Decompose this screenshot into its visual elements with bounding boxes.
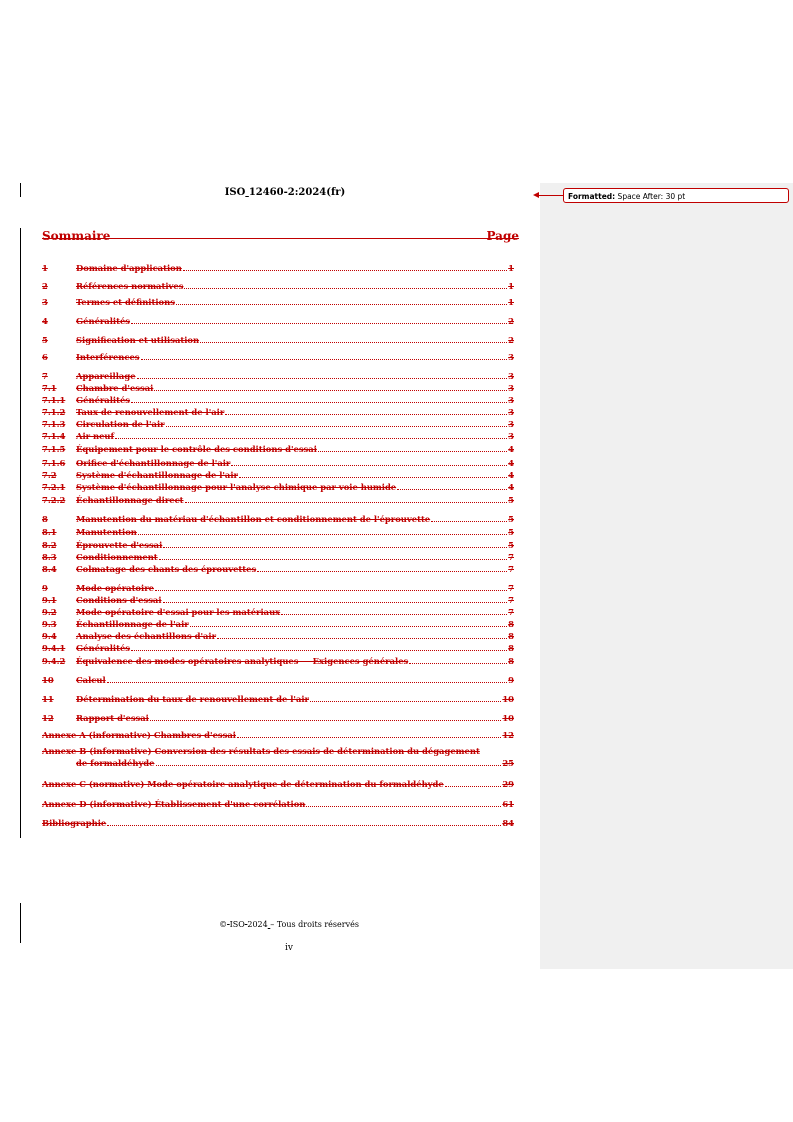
toc-entry[interactable]	[42, 563, 514, 575]
toc-entry[interactable]	[42, 582, 514, 594]
toc-entry-number: 9.3	[42, 619, 57, 629]
toc-entry[interactable]	[42, 693, 514, 705]
toc-entry[interactable]	[42, 494, 514, 506]
toc-entry-page: 7	[508, 583, 514, 593]
toc-entry-page: 2	[508, 316, 514, 326]
toc-dot-leader	[137, 378, 508, 379]
toc-dot-leader	[107, 682, 508, 683]
toc-dot-leader	[176, 304, 507, 305]
toc-entry[interactable]	[42, 262, 514, 274]
toc-entry-title: Annexe A (informative) Chambres d'essai	[42, 730, 236, 740]
toc-entry-page: 7	[508, 595, 514, 605]
toc-entry[interactable]	[42, 551, 514, 563]
toc-entry-page: 8	[508, 619, 514, 629]
toc-entry[interactable]	[42, 539, 514, 551]
toc-entry-page: 12	[502, 730, 514, 740]
toc-entry[interactable]	[42, 430, 514, 442]
toc-entry-title: Éprouvette d'essai	[76, 540, 163, 550]
toc-entry-title: Domaine d'application	[76, 263, 182, 273]
toc-entry-title: Analyse des échantillons d'air	[76, 631, 217, 641]
toc-entry-page: 29	[502, 779, 514, 789]
toc-entry-page: 4	[508, 482, 514, 492]
toc-dot-leader	[239, 477, 507, 478]
toc-entry[interactable]	[42, 406, 514, 418]
toc-entry-number: 5	[42, 335, 48, 345]
toc-entry-page: 3	[508, 371, 514, 381]
toc-entry-number: 9	[42, 583, 48, 593]
toc-entry[interactable]	[42, 642, 514, 654]
toc-entry-title: Conditionnement	[76, 552, 158, 562]
toc-entry-title: Système d'échantillonnage pour l'analyse chimique par voie humide	[76, 482, 397, 492]
toc-entry-page: 8	[508, 631, 514, 641]
toc-entry-title: Équipement pour le contrôle des conditions d'essai	[76, 444, 317, 454]
toc-dot-leader	[115, 438, 507, 439]
toc-entry-number: 12	[42, 713, 54, 723]
toc-title: Sommaire	[42, 229, 111, 243]
page-header-title: ISO 12460-2:2024(fr)	[224, 187, 346, 198]
toc-entry-title: Échantillonnage de l'air	[76, 619, 189, 629]
toc-entry-number: 9.2	[42, 607, 57, 617]
toc-dot-leader	[131, 650, 507, 651]
toc-entry-number: 6	[42, 352, 48, 362]
toc-entry-title: Circulation de l'air	[76, 419, 165, 429]
toc-entry[interactable]	[42, 630, 514, 642]
toc-entry-page: 8	[508, 643, 514, 653]
comment-text: Space After: 30 pt	[615, 192, 686, 201]
toc-entry-page: 3	[508, 352, 514, 362]
toc-entry-title: Bibliographie	[42, 818, 107, 828]
toc-entry-page: 4	[508, 470, 514, 480]
toc-entry-page: 5	[508, 540, 514, 550]
toc-entry-page: 25	[502, 758, 514, 768]
toc-dot-leader	[281, 614, 507, 615]
toc-entry-title: Généralités	[76, 395, 131, 405]
toc-entry-number: 9.1	[42, 595, 57, 605]
toc-entry-page: 3	[508, 395, 514, 405]
toc-dot-leader	[156, 765, 502, 766]
toc-entry-title: Termes et définitions	[76, 297, 175, 307]
toc-entry[interactable]	[42, 334, 514, 346]
toc-entry-page: 3	[508, 431, 514, 441]
toc-entry-number: 9.4	[42, 631, 57, 641]
toc-annex-entry[interactable]	[42, 798, 514, 810]
toc-entry-number: 8.4	[42, 564, 57, 574]
toc-entry-number: 8	[42, 514, 48, 524]
toc-dot-leader	[190, 626, 508, 627]
toc-entry[interactable]	[42, 280, 514, 292]
toc-entry-page: 7	[508, 552, 514, 562]
toc-entry-page: 4	[508, 444, 514, 454]
toc-dot-leader	[397, 489, 507, 490]
toc-entry[interactable]	[42, 674, 514, 686]
toc-entry[interactable]	[42, 382, 514, 394]
toc-dot-leader	[141, 359, 508, 360]
toc-entry-title: Signification et utilisation	[76, 335, 200, 345]
toc-dot-leader	[163, 547, 507, 548]
toc-dot-leader	[159, 559, 508, 560]
toc-dot-leader	[257, 571, 507, 572]
toc-entry-page: 3	[508, 383, 514, 393]
toc-entry-page: 7	[508, 607, 514, 617]
toc-heading	[42, 229, 519, 245]
toc-dot-leader	[237, 737, 501, 738]
toc-entry-page: 1	[508, 263, 514, 273]
toc-entry-title: Annexe C (normative) Mode opératoire analytique de détermination du formaldéhyde	[42, 779, 444, 789]
toc-dot-leader	[200, 342, 507, 343]
toc-dot-leader	[184, 288, 507, 289]
toc-entry[interactable]	[42, 296, 514, 308]
toc-dot-leader	[131, 323, 507, 324]
toc-dot-leader	[225, 414, 507, 415]
toc-entry[interactable]	[42, 606, 514, 618]
toc-entry[interactable]	[42, 315, 514, 327]
toc-entry-page: 10	[502, 694, 514, 704]
toc-entry[interactable]	[42, 370, 514, 382]
toc-entry[interactable]	[42, 526, 514, 538]
toc-entry-number: 8.3	[42, 552, 57, 562]
toc-entry-title: Appareillage	[76, 371, 136, 381]
toc-entry-title: Calcul	[76, 675, 106, 685]
toc-entry-page: 4	[508, 458, 514, 468]
toc-entry-title: Rapport d'essai	[76, 713, 149, 723]
toc-entry-page: 5	[508, 527, 514, 537]
toc-entry-number: 7.1.1	[42, 395, 66, 405]
toc-entry-page: 61	[502, 799, 514, 809]
toc-dot-leader	[318, 451, 507, 452]
comment-margin-pane	[540, 183, 793, 969]
toc-entry-page: 1	[508, 281, 514, 291]
toc-entry-page: 10	[502, 713, 514, 723]
toc-dot-leader	[431, 521, 507, 522]
toc-entry-number: 9.4.1	[42, 643, 66, 653]
toc-annex-entry[interactable]	[42, 778, 514, 790]
toc-entry[interactable]	[42, 712, 514, 724]
toc-entry-number: 7	[42, 371, 48, 381]
toc-entry-number: 8.1	[42, 527, 57, 537]
toc-entry-title: Annexe D (informative) Établissement d'une corrélation	[42, 799, 306, 809]
toc-entry-title: Colmatage des chants des éprouvettes	[76, 564, 257, 574]
toc-annex-entry[interactable]	[42, 817, 514, 829]
toc-entry-title: Conditions d'essai	[76, 595, 162, 605]
comment-connector-arrow-icon	[533, 192, 539, 198]
comment-label: Formatted:	[568, 192, 616, 201]
toc-dot-leader	[131, 402, 507, 403]
toc-entry[interactable]	[42, 513, 514, 525]
toc-dot-leader	[310, 701, 501, 702]
toc-entry-title: Détermination du taux de renouvellement de l'air	[76, 694, 309, 704]
toc-entry-title: Annexe B (informative) Conversion des résultats des essais de détermination du dégagement	[42, 746, 480, 756]
toc-entry-page: 9	[508, 675, 514, 685]
toc-entry-title: Références normatives	[76, 281, 184, 291]
toc-entry[interactable]	[42, 394, 514, 406]
toc-entry-page: 3	[508, 407, 514, 417]
toc-entry-number: 7.1.2	[42, 407, 66, 417]
toc-dot-leader	[183, 270, 507, 271]
toc-dot-leader	[409, 663, 507, 664]
toc-dot-leader	[166, 426, 508, 427]
toc-entry-title: Air neuf	[76, 431, 115, 441]
toc-entry-title: Échantillonnage direct	[76, 495, 184, 505]
toc-entry-number: 8.2	[42, 540, 57, 550]
toc-entry-number: 7.2	[42, 470, 57, 480]
toc-entry[interactable]	[42, 469, 514, 481]
toc-entry[interactable]	[42, 481, 514, 493]
toc-dot-leader	[154, 390, 507, 391]
toc-entry-page: 5	[508, 495, 514, 505]
toc-dot-leader	[155, 590, 507, 591]
toc-entry-title: Orifice d'échantillonnage de l'air	[76, 458, 231, 468]
toc-entry-title: Manutention	[76, 527, 137, 537]
toc-entry-page: 3	[508, 419, 514, 429]
toc-entry-number: 10	[42, 675, 54, 685]
toc-entry-number: 1	[42, 263, 48, 273]
toc-entry-title: Manutention du matériau d'échantillon et conditionnement de l'éprouvette	[76, 514, 431, 524]
toc-entry-title: Mode opératoire	[76, 583, 154, 593]
toc-entry-title-continued: de formaldéhyde	[76, 758, 155, 768]
toc-entry[interactable]	[42, 351, 514, 363]
toc-entry-title: Mode opératoire d'essai pour les matériaux	[76, 607, 281, 617]
toc-entry-number: 7.1.5	[42, 444, 66, 454]
toc-dot-leader	[445, 786, 502, 787]
toc-entry-title: Généralités	[76, 643, 131, 653]
toc-entry-title: Équivalence des modes opératoires analytiques — Exigences générales	[76, 656, 409, 666]
toc-entry-number: 4	[42, 316, 48, 326]
toc-entry-page: 7	[508, 564, 514, 574]
toc-entry-title: Interférences	[76, 352, 140, 362]
toc-entry-number: 9.4.2	[42, 656, 66, 666]
toc-dot-leader	[107, 825, 501, 826]
toc-dot-leader	[150, 720, 501, 721]
toc-entry-page: 84	[502, 818, 514, 828]
toc-entry-title: Taux de renouvellement de l'air	[76, 407, 225, 417]
toc-entry[interactable]	[42, 594, 514, 606]
toc-entry-number: 7.2.2	[42, 495, 66, 505]
toc-entry[interactable]	[42, 618, 514, 630]
toc-dot-leader	[306, 806, 501, 807]
toc-dot-leader	[231, 465, 507, 466]
toc-entry-number: 11	[42, 694, 54, 704]
toc-dot-leader	[163, 602, 508, 603]
toc-entry-number: 7.1.6	[42, 458, 66, 468]
toc-entry-page: 5	[508, 514, 514, 524]
toc-entry-number: 7.2.1	[42, 482, 66, 492]
toc-annex-entry[interactable]	[42, 745, 514, 769]
toc-dot-leader	[138, 534, 507, 535]
toc-entry[interactable]	[42, 418, 514, 430]
toc-entry[interactable]	[42, 655, 514, 667]
toc-entry-number: 7.1.4	[42, 431, 66, 441]
toc-entry-title: Généralités	[76, 316, 131, 326]
toc-dot-leader	[185, 502, 508, 503]
toc-entry[interactable]	[42, 457, 514, 469]
toc-entry-number: 7.1	[42, 383, 57, 393]
toc-entry-number: 7.1.3	[42, 419, 66, 429]
change-bar	[20, 228, 21, 838]
toc-entry-number: 2	[42, 281, 48, 291]
page-number: iv	[285, 943, 293, 953]
toc-entry-title: Chambre d'essai	[76, 383, 154, 393]
toc-entry[interactable]	[42, 443, 514, 455]
toc-entry-number: 3	[42, 297, 48, 307]
page-footer: © ISO 2024 – Tous droits réservés	[219, 920, 359, 929]
toc-entry-page: 1	[508, 297, 514, 307]
toc-entry-page: 8	[508, 656, 514, 666]
formatting-comment-balloon[interactable]	[563, 188, 789, 203]
toc-heading-rule	[42, 238, 519, 239]
toc-entry-title: Système d'échantillonnage de l'air	[76, 470, 238, 480]
toc-page-label: Page	[486, 229, 519, 243]
toc-entry-page: 2	[508, 335, 514, 345]
toc-dot-leader	[217, 638, 507, 639]
toc-annex-entry[interactable]	[42, 729, 514, 741]
